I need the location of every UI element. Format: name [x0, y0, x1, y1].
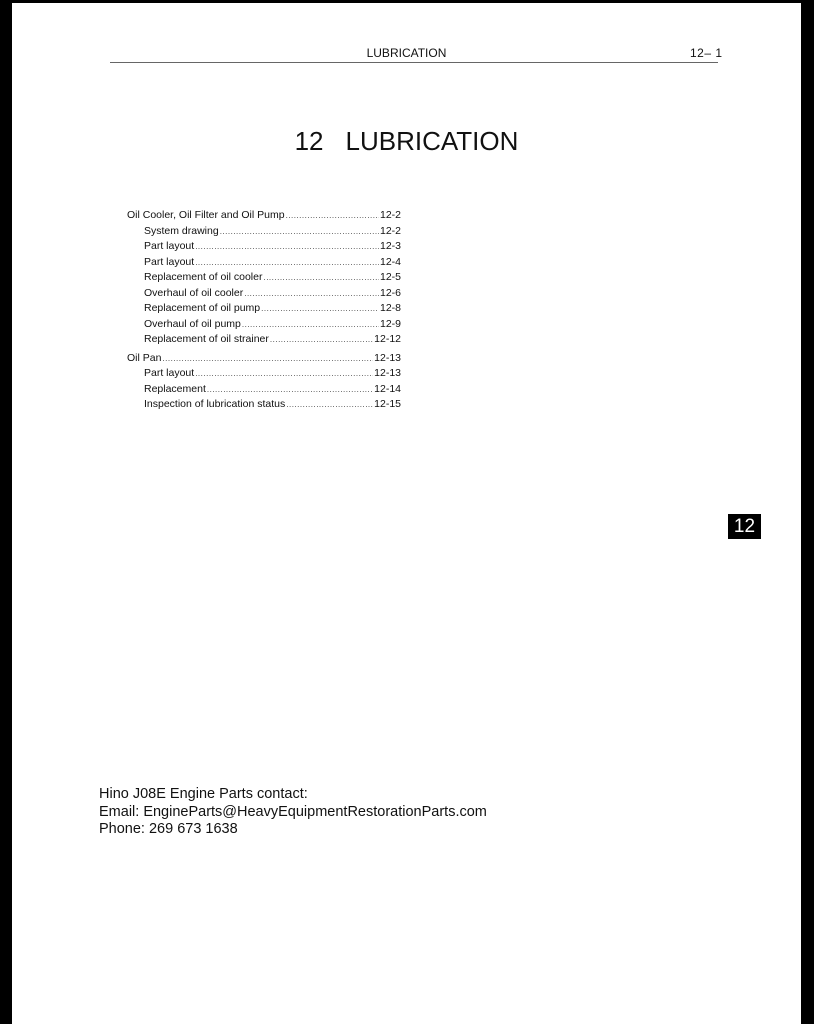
toc-leader-dots [244, 289, 379, 298]
toc-leader-dots [207, 385, 373, 394]
toc-entry-page: 12-2 [379, 224, 401, 237]
chapter-tab-marker: 12 [728, 514, 761, 539]
toc-leader-dots [270, 335, 373, 344]
header-divider [110, 62, 718, 63]
toc-entry-label: Part layout [144, 367, 195, 379]
toc-leader-dots [261, 304, 379, 313]
toc-leader-dots [242, 320, 379, 329]
toc-section-entry[interactable] [127, 352, 401, 368]
toc-sub-entry[interactable] [127, 240, 401, 256]
toc-sub-entry[interactable] [127, 398, 401, 414]
toc-sub-entry[interactable] [127, 287, 401, 303]
running-header-page-number: 12– 1 [690, 46, 723, 60]
toc-sub-entry[interactable] [127, 318, 401, 334]
contact-phone: Phone: 269 673 1638 [99, 821, 238, 837]
toc-entry-label: Inspection of lubrication status [144, 398, 286, 410]
toc-entry-page: 12-6 [379, 286, 401, 299]
toc-entry-page: 12-9 [379, 317, 401, 330]
document-page [12, 3, 801, 1024]
toc-sub-entry[interactable] [127, 333, 401, 349]
toc-sub-entry[interactable] [127, 225, 401, 241]
toc-entry-page: 12-13 [374, 351, 401, 364]
toc-leader-dots [195, 369, 373, 378]
toc-entry-label: Part layout [144, 255, 195, 268]
toc-leader-dots [195, 242, 379, 251]
toc-sub-entry[interactable] [127, 271, 401, 287]
toc-entry-label: Replacement [144, 382, 206, 395]
toc-entry-label: Replacement of oil strainer [144, 333, 269, 345]
contact-heading: Hino J08E Engine Parts contact: [99, 786, 308, 802]
toc-entry-page: 12-2 [379, 209, 401, 221]
toc-entry-label: Overhaul of oil pump [144, 317, 241, 330]
toc-leader-dots [286, 211, 379, 220]
contact-email: Email: EngineParts@HeavyEquipmentRestorationParts.com [99, 803, 487, 820]
toc-entry-label: System drawing [144, 224, 219, 237]
toc-sub-entry[interactable] [127, 367, 401, 383]
toc-entry-page: 12-5 [379, 271, 401, 283]
toc-entry-label: Part layout [144, 240, 195, 252]
toc-entry-page: 12-8 [379, 302, 401, 314]
toc-entry-page: 12-4 [379, 255, 401, 268]
toc-entry-label: Oil Pan [127, 351, 162, 364]
toc-sub-entry[interactable] [127, 256, 401, 272]
toc-entry-page: 12-3 [379, 240, 401, 252]
toc-sub-entry[interactable] [127, 302, 401, 318]
chapter-heading [12, 126, 801, 157]
table-of-contents [127, 209, 401, 414]
chapter-title: LUBRICATION [345, 126, 519, 156]
toc-sub-entry[interactable] [127, 383, 401, 399]
toc-entry-label: Overhaul of oil cooler [144, 286, 244, 299]
toc-leader-dots [286, 400, 373, 409]
toc-entry-page: 12-15 [374, 398, 401, 410]
toc-section-entry[interactable] [127, 209, 401, 225]
toc-leader-dots [263, 273, 379, 282]
contact-block [99, 786, 487, 839]
running-header-title: LUBRICATION [366, 46, 447, 60]
toc-entry-label: Oil Cooler, Oil Filter and Oil Pump [127, 209, 285, 221]
toc-entry-page: 12-13 [374, 367, 401, 379]
toc-entry-page: 12-12 [374, 333, 401, 345]
toc-entry-label: Replacement of oil pump [144, 302, 261, 314]
toc-leader-dots [220, 227, 379, 236]
toc-entry-page: 12-14 [374, 382, 401, 395]
toc-leader-dots [162, 354, 373, 363]
toc-entry-label: Replacement of oil cooler [144, 271, 263, 283]
toc-leader-dots [195, 258, 379, 267]
chapter-number: 12 [294, 126, 324, 156]
